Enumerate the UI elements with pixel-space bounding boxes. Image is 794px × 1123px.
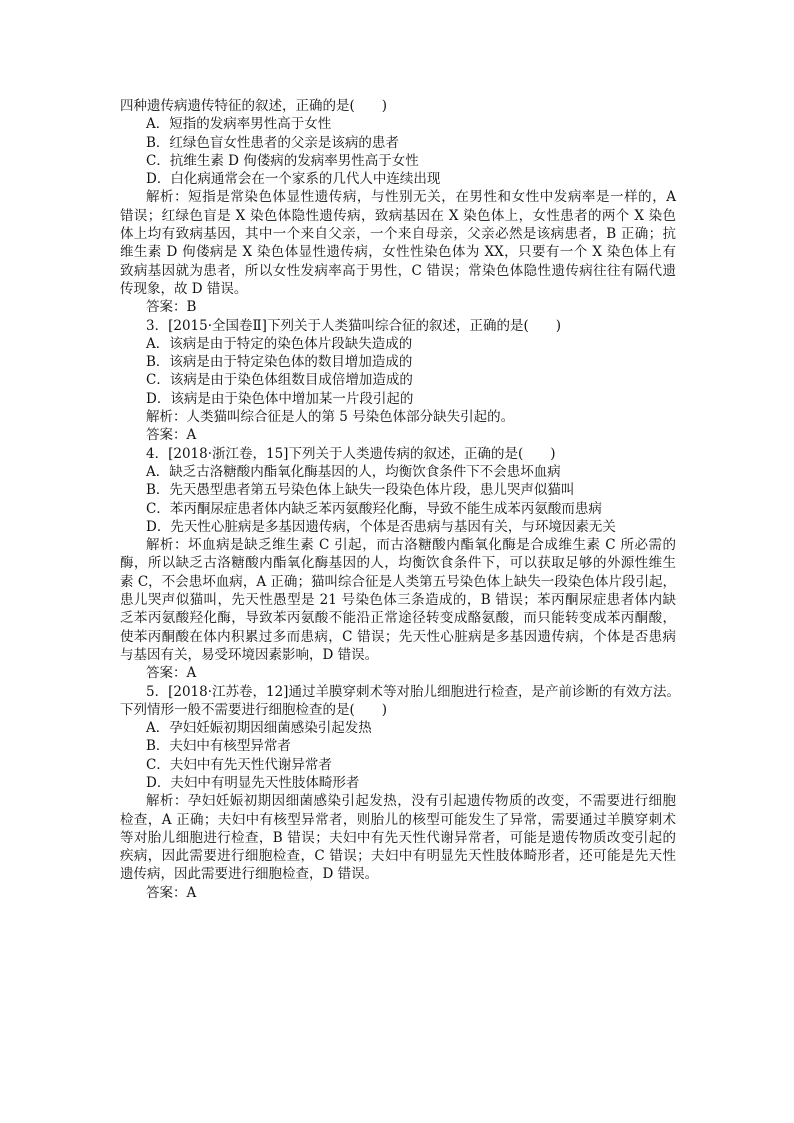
page-content <box>120 97 680 902</box>
q2-option-a: A．短指的发病率男性高于女性 <box>146 116 332 133</box>
q5-option-b: B．夫妇中有核型异常者 <box>146 738 291 755</box>
q5-stem-line: 5．[2018·江苏卷，12]通过羊膜穿刺术等对胎儿细胞进行检查，是产前诊断的有效方法。 <box>146 683 680 700</box>
q4-stem: 4．[2018·浙江卷，15]下列关于人类遗传病的叙述，正确的是( ) <box>146 445 556 462</box>
q2-option-c: C．抗维生素 D 佝偻病的发病率男性高于女性 <box>146 152 419 169</box>
q4-option-a: A．缺乏古洛糖酸内酯氧化酶基因的人，均衡饮食条件下不会患坏血病 <box>146 463 561 480</box>
q2-analysis-line: 致病基因就为患者，所以女性发病率高于男性，C 错误；常染色体隐性遗传病往往有隔代遗 <box>120 262 676 279</box>
q3-option-b: B．该病是由于特定染色体的数目增加造成的 <box>146 354 413 371</box>
q4-analysis-line: 酶，所以缺乏古洛糖酸内酯氧化酶基因的人，均衡饮食条件下，可以获取足够的外源性维生 <box>120 555 676 572</box>
q3-option-a: A．该病是由于特定的染色体片段缺失造成的 <box>146 335 413 352</box>
q5-analysis-line: 遗传病，因此需要进行细胞检查，D 错误。 <box>120 866 379 883</box>
q2-analysis-line: 体上均有致病基因，其中一个来自父亲，一个来自母亲，父亲必然是该病患者，B 正确；抗 <box>120 226 676 243</box>
q5-option-c: C．夫妇中有先天性代谢异常者 <box>146 756 332 773</box>
q3-answer: 答案：A <box>146 427 197 444</box>
q4-option-b: B．先天愚型患者第五号染色体上缺失一段染色体片段，患儿哭声似猫叫 <box>146 482 575 499</box>
q4-analysis-line: 解析：坏血病是缺乏维生素 C 引起，而古洛糖酸内酯氧化酶是合成维生素 C 所必需的 <box>146 537 676 554</box>
q5-option-d: D．夫妇中有明显先天性肢体畸形者 <box>146 774 360 791</box>
q5-stem-line: 下列情形一般不需要进行细胞检查的是( ) <box>120 701 388 718</box>
q5-analysis-line: 疾病，因此需要进行细胞检查，C 错误；夫妇中有明显先天性肢体畸形者，还可能是先天性 <box>120 848 676 865</box>
q2-option-b: B．红绿色盲女性患者的父亲是该病的患者 <box>146 134 399 151</box>
q3-analysis-line: 解析：人类猫叫综合征是人的第 5 号染色体部分缺失引起的。 <box>146 409 515 426</box>
q5-analysis-line: 检查，A 正确；夫妇中有核型异常者，则胎儿的核型可能发生了异常，需要通过羊膜穿刺术 <box>120 811 676 828</box>
q2-analysis-line: 维生素 D 佝偻病是 X 染色体显性遗传病，女性性染色体为 XX，只要有一个 X 染色体上有 <box>120 244 676 261</box>
q4-analysis-line: 与基因有关，易受环境因素影响，D 错误。 <box>120 646 379 663</box>
q4-analysis-line: 素 C，不会患坏血病，A 正确；猫叫综合征是人类第五号染色体上缺失一段染色体片段引起， <box>120 573 676 590</box>
q4-option-d: D．先天性心脏病是多基因遗传病，个体是否患病与基因有关，与环境因素无关 <box>146 518 616 535</box>
q2-analysis-line: 传现象，故 D 错误。 <box>120 280 248 297</box>
q2-option-d: D．白化病通常会在一个家系的几代人中连续出现 <box>146 171 441 188</box>
q2-analysis-line: 解析：短指是常染色体显性遗传病，与性别无关，在男性和女性中发病率是一样的，A <box>146 189 676 206</box>
q3-option-c: C．该病是由于染色体组数目成倍增加造成的 <box>146 372 413 389</box>
q5-option-a: A．孕妇妊娠初期因细菌感染引起发热 <box>146 720 372 737</box>
q3-stem: 3．[2015·全国卷Ⅱ]下列关于人类猫叫综合征的叙述，正确的是( ) <box>146 317 561 334</box>
q2-stem: 四种遗传病遗传特征的叙述，正确的是( ) <box>120 98 388 114</box>
q4-analysis-line: 乏苯丙氨酸羟化酶，导致苯丙氨酸不能沿正常途径转变成酪氨酸，而只能转变成苯丙酮酸， <box>120 610 676 627</box>
q3-option-d: D．该病是由于染色体中增加某一片段引起的 <box>146 390 414 407</box>
q5-analysis-line: 解析：孕妇妊娠初期因细菌感染引起发热，没有引起遗传物质的改变，不需要进行细胞 <box>146 793 676 810</box>
q4-option-c: C．苯丙酮尿症患者体内缺乏苯丙氨酸羟化酶，导致不能生成苯丙氨酸而患病 <box>146 500 602 517</box>
q4-analysis-line: 患儿哭声似猫叫，先天性愚型是 21 号染色体三条造成的，B 错误；苯丙酮尿症患者体内缺 <box>120 592 676 609</box>
q2-analysis-line: 错误；红绿色盲是 X 染色体隐性遗传病，致病基因在 X 染色体上，女性患者的两个 X 染色 <box>120 207 676 224</box>
q5-analysis-line: 等对胎儿细胞进行检查，B 错误；夫妇中有先天性代谢异常者，可能是遗传物质改变引起的 <box>120 829 676 846</box>
q4-answer: 答案：A <box>146 665 197 682</box>
q4-analysis-line: 使苯丙酮酸在体内积累过多而患病，C 错误；先天性心脏病是多基因遗传病，个体是否患病 <box>120 628 676 645</box>
q5-answer: 答案：A <box>146 884 197 901</box>
q2-answer: 答案：B <box>146 299 197 316</box>
